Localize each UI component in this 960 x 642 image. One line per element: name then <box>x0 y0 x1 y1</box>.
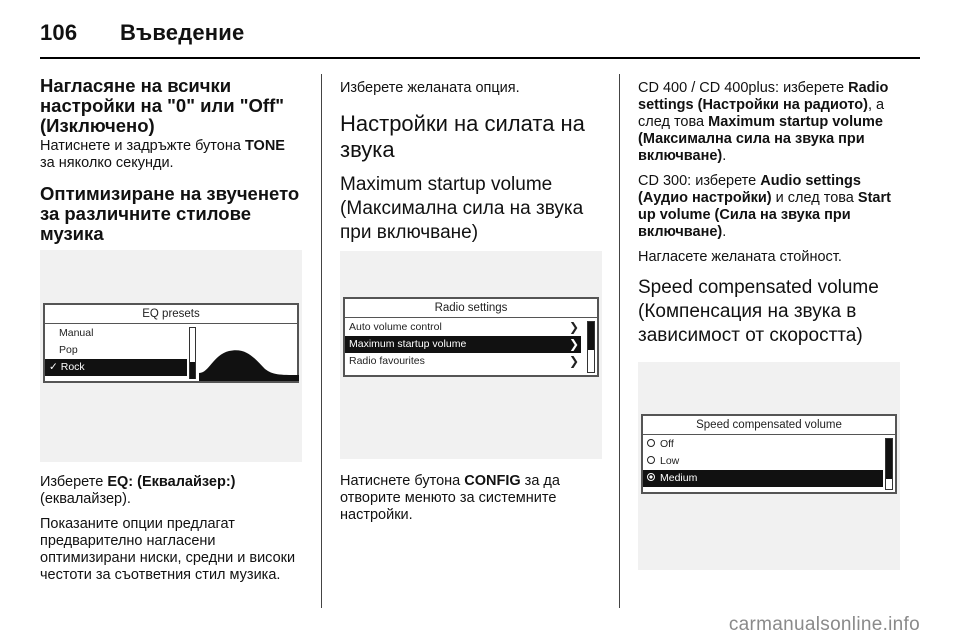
heading-reset-settings: Нагласяне на всички настройки на "0" или "Off" (Изключено) <box>40 75 285 136</box>
eq-presets-screenshot <box>40 250 302 462</box>
eq-list <box>45 325 187 376</box>
chevron-right-icon: ❯ <box>568 337 579 351</box>
paragraph-cd400: CD 400 / CD 400plus: изберете Radio settings (Настройки на радиото), а след това Maximum startup volume (Максимална сила на звука при включване). <box>638 80 889 164</box>
heading-optimize-sound: Оптимизиране на звученето за различните стилове музика <box>40 183 300 244</box>
speed-list <box>643 436 883 487</box>
paragraph-adjust-value: Нагласете желаната стойност. <box>638 249 842 265</box>
chevron-right-icon: ❯ <box>568 320 579 334</box>
menu-item-auto-volume[interactable]: Auto volume control ❯ <box>349 320 579 334</box>
speed-volume-screenshot <box>638 362 900 570</box>
eq-screen-title: EQ presets <box>45 305 297 324</box>
radio-empty-icon <box>647 456 655 464</box>
eq-item-rock[interactable]: ✓ Rock <box>45 359 187 376</box>
radio-list <box>345 319 581 370</box>
paragraph-tone: Натиснете и задръжте бутона TONE за няколко секунди. <box>40 138 285 171</box>
speed-screen-title: Speed compensated volume <box>643 416 895 435</box>
column-divider-1 <box>321 74 322 608</box>
heading-max-startup-volume: Maximum startup volume (Максимална сила на звука при включване) <box>340 174 584 243</box>
chevron-right-icon: ❯ <box>568 354 579 368</box>
column-2 <box>340 72 602 532</box>
radio-selected-icon <box>647 473 655 481</box>
radio-screen-title: Radio settings <box>345 299 597 318</box>
menu-item-max-startup-volume[interactable]: Maximum startup volume ❯ <box>345 336 581 353</box>
paragraph-config: Натиснете бутона CONFIG за да отворите менюто за системните настройки. <box>340 473 560 523</box>
eq-item-manual[interactable]: Manual <box>59 327 94 339</box>
menu-item-radio-favourites[interactable]: Radio favourites ❯ <box>349 354 579 368</box>
eq-menu-label: EQ: (Еквалайзер:) <box>107 474 236 490</box>
paragraph-eq-options: Показаните опции предлагат предварително нагласени оптимизирани ниски, средни и високи честоти за съответния стил музика. <box>40 516 296 583</box>
radio-scrollbar[interactable] <box>587 321 595 373</box>
eq-curve-icon <box>199 325 299 381</box>
speed-screen <box>641 414 897 494</box>
eq-screen <box>43 303 299 383</box>
paragraph-select-eq: Изберете EQ: (Еквалайзер:) (еквалайзер). <box>40 474 236 507</box>
eq-item-pop[interactable]: Pop <box>59 344 78 356</box>
radio-settings-screenshot <box>340 251 602 459</box>
radio-screen <box>343 297 599 377</box>
option-medium[interactable]: Medium <box>643 470 883 487</box>
paragraph-cd300: CD 300: изберете Audio settings (Аудио настройки) и след това Start up volume (Сила на звука при включване). <box>638 173 891 240</box>
column-divider-2 <box>619 74 620 608</box>
radio-empty-icon <box>647 439 655 447</box>
page-header <box>40 16 920 56</box>
heading-volume-settings: Настройки на силата на звука <box>340 111 585 162</box>
config-button-label: CONFIG <box>464 473 521 489</box>
header-rule <box>40 57 920 59</box>
check-icon: ✓ <box>49 361 58 373</box>
eq-scrollbar[interactable] <box>189 327 196 379</box>
speed-scrollbar[interactable] <box>885 438 893 490</box>
option-off[interactable]: Off <box>643 436 883 453</box>
paragraph-select-option: Изберете желаната опция. <box>340 80 520 96</box>
column-3 <box>638 72 904 580</box>
option-low[interactable]: Low <box>643 453 883 470</box>
tone-button-label: TONE <box>244 138 285 154</box>
page-title: Въведение <box>120 20 245 45</box>
watermark: carmanualsonline.info <box>728 614 920 635</box>
column-1 <box>40 72 302 592</box>
heading-speed-compensated: Speed compensated volume (Компенсация на звука в зависимост от скоростта) <box>638 277 879 346</box>
page-number: 106 <box>40 20 78 45</box>
